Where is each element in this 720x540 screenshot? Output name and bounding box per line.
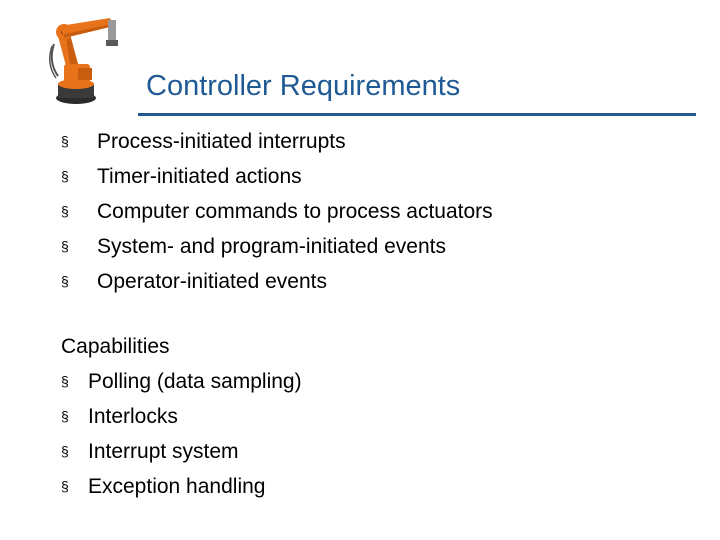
requirement-text: System- and program-initiated events [97, 235, 446, 258]
list-item [0, 434, 720, 469]
list-item [0, 229, 720, 264]
list-item [0, 469, 720, 504]
requirement-text: Computer commands to process actuators [97, 200, 493, 223]
bullet-icon: § [61, 373, 69, 389]
capability-text: Interlocks [88, 405, 178, 428]
capability-text: Interrupt system [88, 440, 239, 463]
requirement-text: Process-initiated interrupts [97, 130, 346, 153]
bullet-icon: § [61, 203, 69, 219]
requirements-list [0, 124, 720, 299]
requirement-text: Timer-initiated actions [97, 165, 302, 188]
list-item [0, 194, 720, 229]
list-item [0, 159, 720, 194]
requirement-text: Operator-initiated events [97, 270, 327, 293]
slide-title: Controller Requirements [146, 70, 461, 102]
list-item [0, 124, 720, 159]
title-underline [138, 113, 696, 116]
bullet-icon: § [61, 273, 69, 289]
capability-text: Polling (data sampling) [88, 370, 302, 393]
bullet-icon: § [61, 443, 69, 459]
bullet-icon: § [61, 238, 69, 254]
industrial-robot-arm-icon [44, 14, 122, 106]
bullet-icon: § [61, 168, 69, 184]
bullet-icon: § [61, 478, 69, 494]
list-item [0, 264, 720, 299]
list-item [0, 364, 720, 399]
bullet-icon: § [61, 408, 69, 424]
capabilities-list [0, 364, 720, 504]
capabilities-heading: Capabilities [61, 335, 170, 358]
bullet-icon: § [61, 133, 69, 149]
capability-text: Exception handling [88, 475, 266, 498]
list-item [0, 399, 720, 434]
